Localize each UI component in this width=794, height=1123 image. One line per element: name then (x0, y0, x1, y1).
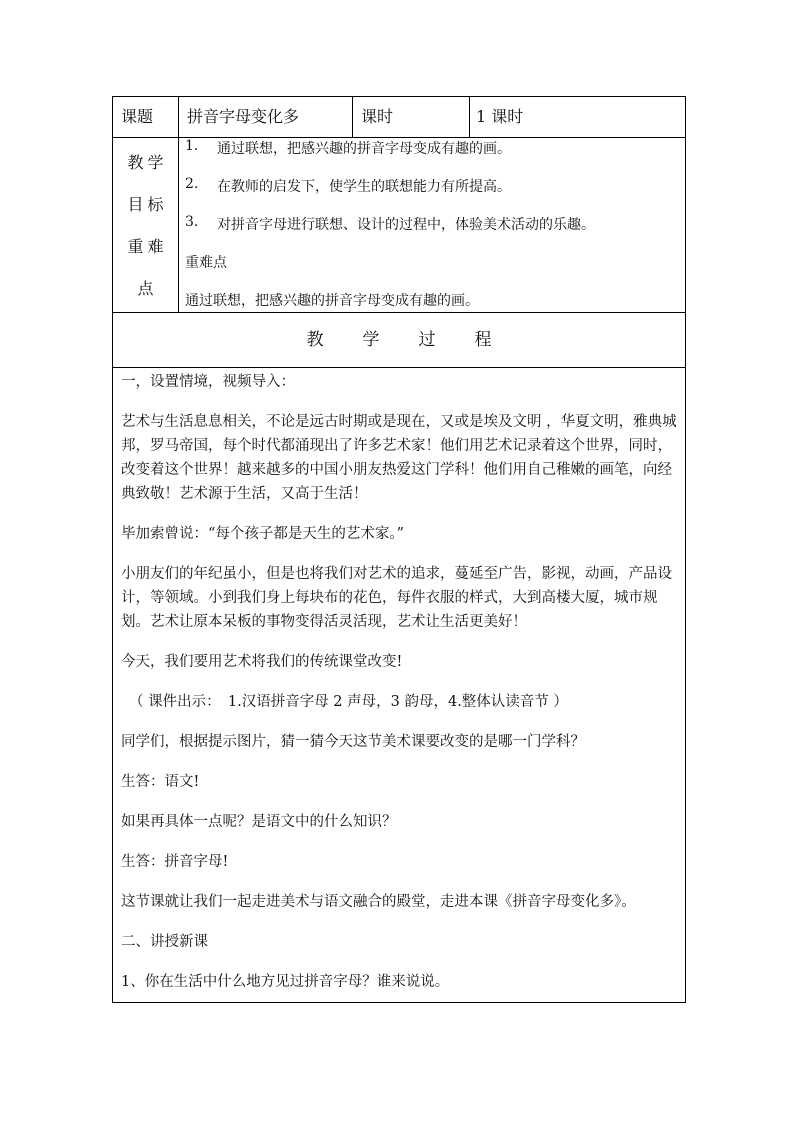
objective-text: 在教师的启发下，使学生的联想能力有所提高。 (217, 179, 511, 195)
process-paragraph: 小朋友们的年纪虽小，但是也将我们对艺术的追求，蔓延至广告，影视，动画，产品设计，等领域。小到我们身上每块布的花色，每件衣服的样式，大到高楼大厦，城市规划。艺术让原本呆板的事物变得活灵活现，艺术让生活更美好！ (121, 566, 672, 630)
topic-label: 课题 (121, 107, 154, 126)
period-label-cell (353, 97, 470, 138)
header-row (113, 97, 686, 138)
process-body-cell (113, 368, 686, 1003)
process-paragraph: 艺术与生活息息相关，不论是远古时期或是现在，又或是埃及文明 ，华夏文明，雅典城邦，罗马帝国，每个时代都涌现出了许多艺术家！他们用艺术记录着这个世界，同时，改变着这个世界！越来越多的中国小朋友热爱这门学科！他们用自己稚嫩的画笔，向经典致敬！艺术源于生活，又高于生活！ (121, 414, 677, 502)
objective-number: 3. (185, 214, 199, 230)
process-paragraph: 这节课就让我们一起走进美术与语文融合的殿堂，走进本课《拼音字母变化多》。 (121, 894, 636, 910)
objective-text: 对拼音字母进行联想、设计的过程中，体验美术活动的乐趣。 (217, 217, 595, 233)
process-paragraph: 毕加索曾说：“每个孩子都是天生的艺术家。” (121, 526, 405, 542)
objective-text: 通过联想，把感兴趣的拼音字母变成有趣的画。 (217, 141, 511, 157)
lesson-plan-table (112, 96, 686, 1003)
process-paragraph: 如果再具体一点呢？是语文中的什么知识？ (121, 814, 397, 830)
period-value-cell (470, 97, 686, 138)
process-paragraph: 生答：语文! (121, 774, 200, 790)
process-paragraph: （ 课件出示： 1.汉语拼音字母 2 声母，3 韵母，4.整体认读音节 ） (129, 694, 568, 710)
key-point-text: 通过联想，把感兴趣的拼音字母变成有趣的画。 (185, 293, 479, 309)
process-paragraph: 一，设置情境，视频导入： (121, 374, 295, 390)
process-paragraph: 1、你在生活中什么地方见过拼音字母？谁来说说。 (121, 974, 450, 990)
objective-item (185, 176, 685, 214)
process-heading-char: 学 (362, 330, 380, 350)
topic-label-cell (113, 97, 179, 138)
process-paragraph: 同学们，根据提示图片，猜一猜今天这节美术课要改变的是哪一门学科？ (121, 734, 585, 750)
objectives-content-cell (179, 138, 686, 313)
process-heading-cell (113, 313, 686, 368)
topic-value-cell (179, 97, 353, 138)
key-point-label: 重难点 (185, 255, 227, 271)
process-heading-row (113, 313, 686, 368)
objective-number: 1. (185, 138, 199, 154)
objectives-label-line: 点 (137, 279, 158, 298)
process-paragraph: 生答：拼音字母! (121, 854, 229, 870)
objectives-label-line: 教学 (127, 153, 168, 172)
process-heading-char: 教 (306, 330, 324, 350)
process-body-row (113, 368, 686, 1003)
objectives-label-line: 重难 (127, 237, 168, 256)
topic-value: 拼音字母变化多 (187, 107, 300, 126)
process-paragraph: 今天，我们要用艺术将我们的传统课堂改变! (121, 654, 403, 670)
objectives-label-line: 目标 (127, 195, 168, 214)
objectives-label-cell (113, 138, 179, 313)
objective-item (185, 214, 685, 252)
objectives-row (113, 138, 686, 313)
objective-item (185, 138, 685, 164)
process-heading-char: 过 (418, 330, 436, 350)
period-label: 课时 (361, 107, 394, 126)
objective-number: 2. (185, 176, 199, 192)
process-heading (287, 325, 511, 350)
process-paragraph: 二、讲授新课 (121, 934, 208, 950)
process-heading-char: 程 (474, 330, 492, 350)
period-value: 1 课时 (476, 107, 524, 126)
